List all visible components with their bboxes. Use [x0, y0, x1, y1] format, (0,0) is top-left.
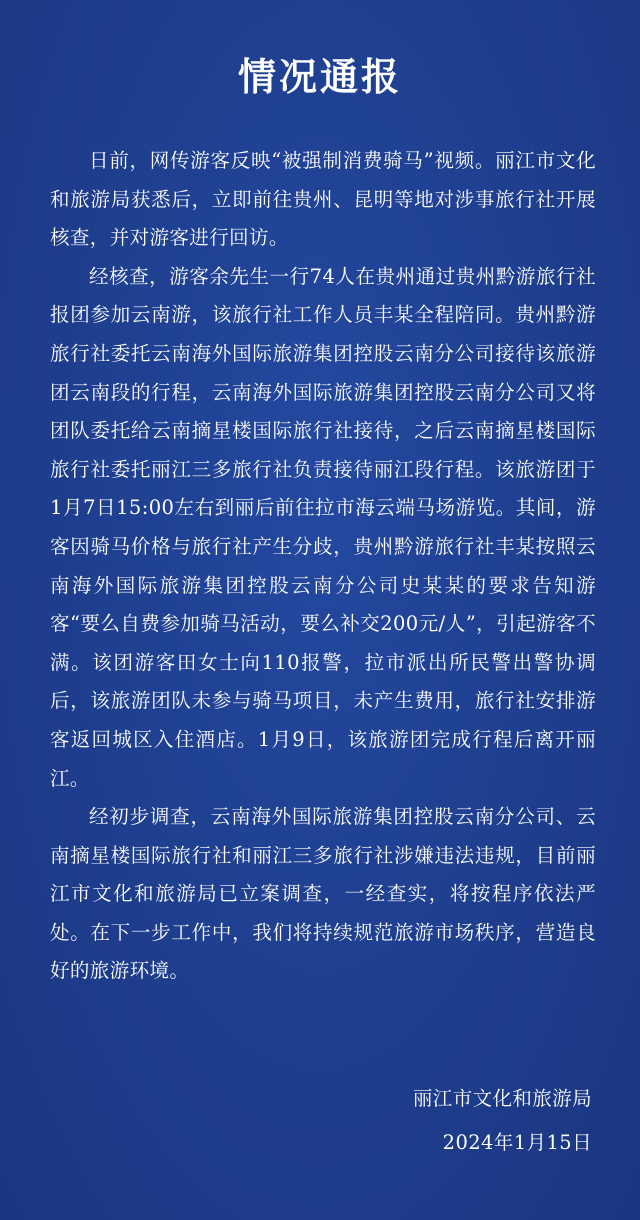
issue-date: 2024年1月15日 — [442, 1131, 592, 1154]
paragraph-2: 经核查，游客余先生一行74人在贵州通过贵州黔游旅行社报团参加云南游，该旅行社工作人员丰某全程陪同。贵州黔游旅行社委托云南海外国际旅游集团控股云南分公司接待该旅游团云南段的行程，云南海外国际旅游集团控股云南分公司又将团队委托给云南摘星楼国际旅行社接待，之后云南摘星楼国际旅行社委托丽江三多旅行社负责接待丽江段行程。该旅游团于1月7日15:00左右到丽后前往拉市海云端马场游览。其间，游客因骑马价格与旅行社产生分歧，贵州黔游旅行社丰某按照云南海外国际旅游集团控股云南分公司史某某的要求告知游客“要么自费参加骑马活动，要么补交200元/人”，引起游客不满。该团游客田女士向110报警，拉市派出所民警出警协调后，该旅游团队未参与骑马项目，未产生费用，旅行社安排游客返回城区入住酒店。1月9日，该旅游团完成行程后离开丽江。 — [50, 264, 596, 790]
issuer-signature: 丽江市文化和旅游局 — [412, 1087, 592, 1110]
notice-title: 情况通报 — [237, 55, 402, 99]
notice-body — [50, 142, 596, 991]
paragraph-3: 经初步调查，云南海外国际旅游集团控股云南分公司、云南摘星楼国际旅行社和丽江三多旅行社涉嫌违法违规，目前丽江市文化和旅游局已立案调查，一经查实，将按程序依法严处。在下一步工作中，我们将持续规范旅游市场秩序，营造良好的旅游环境。 — [50, 805, 596, 983]
paragraph-1: 日前，网传游客反映“被强制消费骑马”视频。丽江市文化和旅游局获悉后，立即前往贵州、昆明等地对涉事旅行社开展核查，并对游客进行回访。 — [50, 149, 596, 250]
